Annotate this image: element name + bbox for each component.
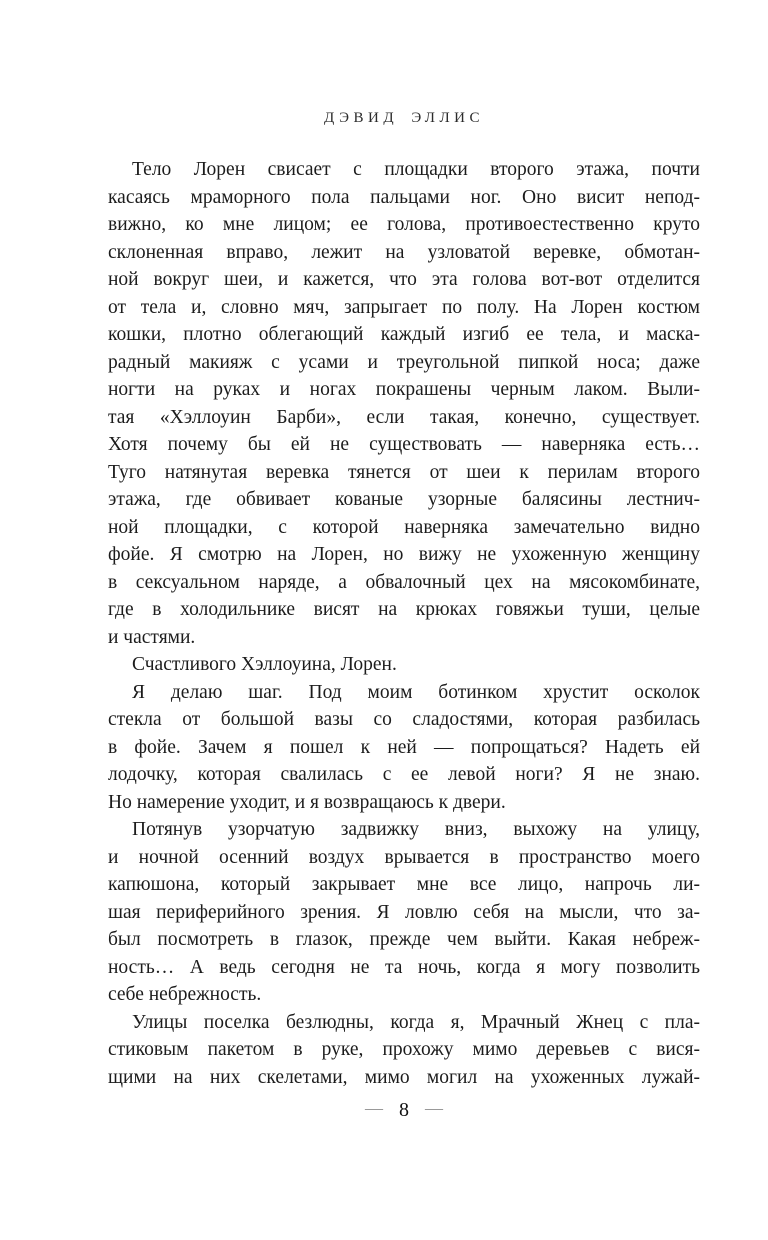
page-number (108, 1099, 700, 1122)
text-line: фойе. Я смотрю на Лорен, но вижу не ухоженную женщину (108, 544, 700, 565)
text-line: касаясь мраморного пола пальцами ног. Оно висит непод- (108, 186, 700, 208)
text-line: вижно, ко мне лицом; ее голова, противоестественно круто (108, 214, 700, 235)
text-line: Хотя почему бы ей не существовать — наверняка есть… (108, 434, 700, 455)
text-line: Тело Лорен свисает с площадки второго этажа, почти (132, 159, 700, 180)
text-line: где в холодильнике висят на крюках говяжьи туши, целые (108, 599, 700, 620)
text-line: этажа, где обвивает кованые узорные балясины лестнич- (108, 489, 700, 510)
text-line: ность… А ведь сегодня не та ночь, когда я могу позволить (108, 956, 700, 978)
text-line: ной площадки, с которой наверняка замечательно видно (108, 516, 700, 538)
text-line: радный макияж с усами и треугольной пипкой носа; даже (108, 351, 700, 373)
text-line: капюшона, который закрывает мне все лицо, напрочь ли- (108, 874, 700, 895)
text-line: в фойе. Зачем я пошел к ней — попрощаться? Надеть ей (108, 736, 700, 758)
text-line: лодочку, которая свалилась с ее левой ноги? Я не знаю. (108, 764, 700, 785)
text-line: щими на них скелетами, мимо могил на ухоженных лужай- (108, 1066, 700, 1088)
text-line: стиковым пакетом в руке, прохожу мимо деревьев с вися- (108, 1039, 700, 1060)
text-line: Я делаю шаг. Под моим ботинком хрустит осколок (132, 681, 700, 703)
text-line: Потянув узорчатую задвижку вниз, выхожу на улицу, (132, 819, 700, 840)
text-line: себе небрежность. (108, 984, 262, 1005)
folio-number: 8 (399, 1099, 409, 1121)
text-line: тая «Хэллоуин Барби», если такая, конечно, существует. (108, 406, 700, 428)
text-line: и частями. (108, 626, 196, 648)
text-line: кошки, плотно облегающий каждый изгиб ее тела, и маска- (108, 324, 700, 345)
folio-left-dash: — (365, 1098, 383, 1118)
text-line: Улицы поселка безлюдны, когда я, Мрачный Жнец с пла- (132, 1011, 700, 1033)
text-line: в сексуальном наряде, а обвалочный цех на мясокомбинате, (108, 571, 700, 593)
text-line: Но намерение уходит, и я возвращаюсь к двери. (108, 791, 506, 813)
text-line: был посмотреть в глазок, прежде чем выйти. Какая небреж- (108, 929, 700, 950)
text-line: и ночной осенний воздух врывается в пространство моего (108, 846, 700, 868)
text-line: шая периферийного зрения. Я ловлю себя на мысли, что за- (108, 901, 700, 923)
text-line: стекла от большой вазы со сладостями, которая разбилась (108, 709, 700, 730)
text-line: ной вокруг шеи, и кажется, что эта голова вот-вот отделится (108, 269, 700, 290)
running-head: ДЭВИД ЭЛЛИС (324, 110, 484, 126)
folio-right-dash: — (425, 1098, 443, 1118)
body-text (108, 156, 700, 1091)
text-line: ногти на руках и ногах покрашены черным лаком. Выли- (108, 379, 700, 400)
text-line: склоненная вправо, лежит на узловатой веревке, обмотан- (108, 241, 700, 263)
text-line: Счастливого Хэллоуина, Лорен. (132, 654, 397, 675)
text-line: от тела и, словно мяч, запрыгает по полу. На Лорен костюм (108, 296, 700, 318)
text-line: Туго натянутая веревка тянется от шеи к перилам второго (108, 461, 700, 483)
